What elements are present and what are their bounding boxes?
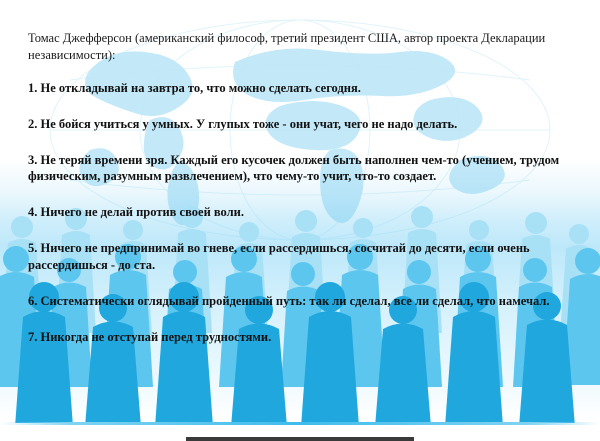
- rule-item-6: 6. Систематически оглядывай пройденный путь: так ли сделал, все ли сделал, что намечал.: [28, 293, 550, 308]
- rule-item-7: 7. Никогда не отступай перед трудностями.: [28, 329, 272, 344]
- footer-bar: [186, 437, 414, 441]
- attribution-text: Томас Джефферсон (американский философ, третий президент США, автор проекта Декларации независимости):: [28, 31, 546, 62]
- slide-content: [28, 30, 580, 365]
- rule-item-3: 3. Не теряй времени зря. Каждый его кусочек должен быть наполнен чем-то (учением, трудом физическим, разумным развлечением), что чему-то учит, что-то создает.: [28, 152, 560, 184]
- rule-item-1: 1. Не откладывай на завтра то, что можно сделать сегодня.: [28, 80, 361, 95]
- rule-item-2: 2. Не бойся учиться у умных. У глупых тоже - они учат, чего не надо делать.: [28, 116, 458, 131]
- rule-item-4: 4. Ничего не делай против своей воли.: [28, 205, 244, 220]
- horizon-line: [0, 422, 600, 425]
- rule-item-5: 5. Ничего не предпринимай во гневе, если рассердишься, сосчитай до десяти, если очень рассердишься - до ста.: [28, 241, 530, 272]
